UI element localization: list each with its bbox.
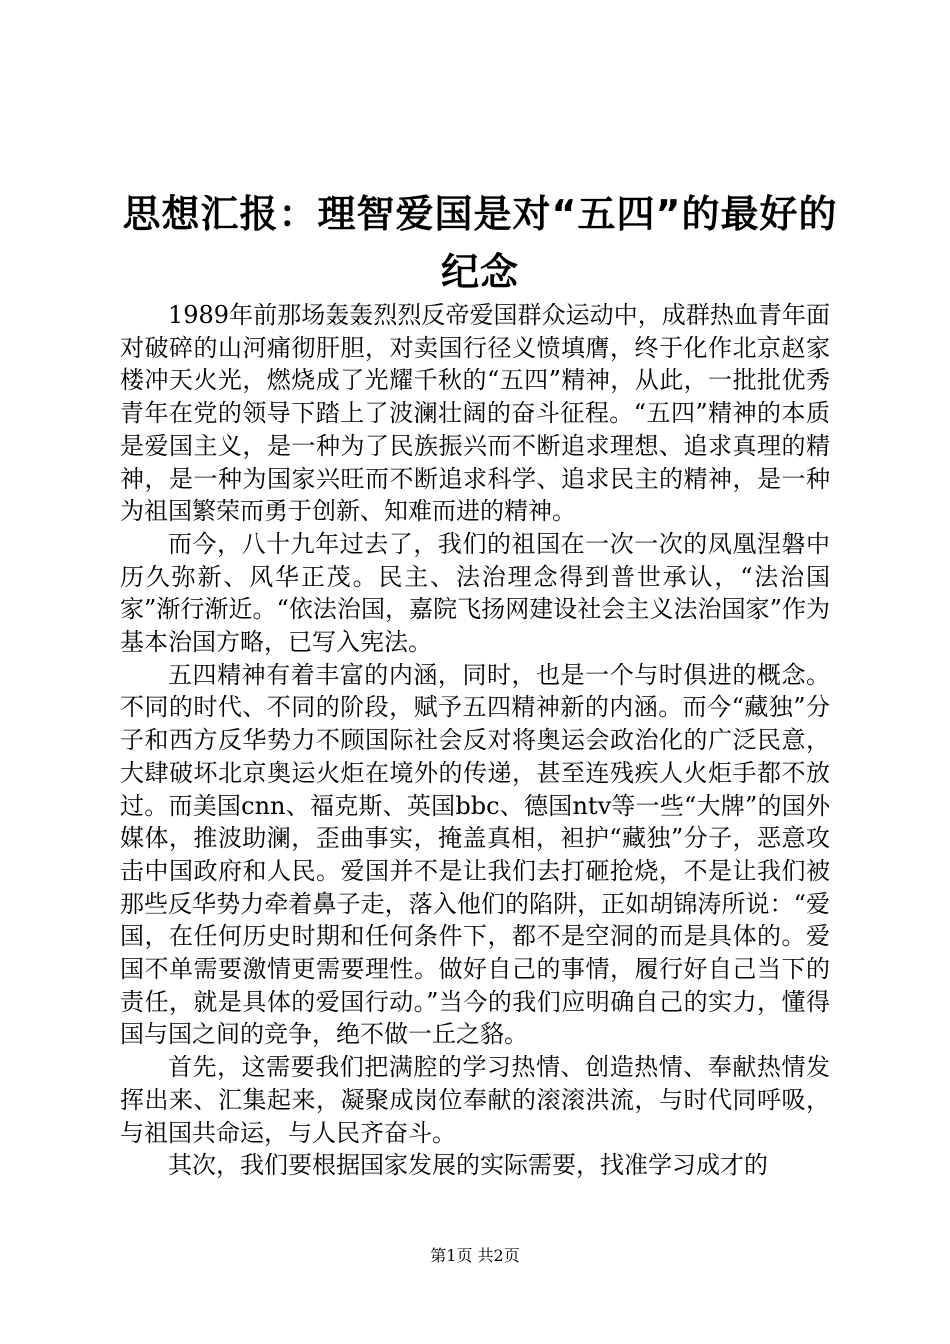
paragraph: 而今，八十九年过去了，我们的祖国在一次一次的凤凰涅磐中历久弥新、风华正茂。民主、法治理念得到普世承认，“法治国家”渐行渐近。“依法治国，嘉院飞扬网建设社会主义法治国家”作为基本治国方略，已写入宪法。 bbox=[120, 529, 830, 657]
paragraph: 1989年前那场轰轰烈烈反帝爱国群众运动中，成群热血青年面对破碎的山河痛彻肝胆，对卖国行径义愤填膺，终于化作北京赵家楼冲天火光，燃烧成了光耀千秋的“五四”精神，从此，一批批优秀青年在党的领导下踏上了波澜壮阔的奋斗征程。“五四”精神的本质是爱国主义，是一种为了民族振兴而不断追求理想、追求真理的精神，是一种为国家兴旺而不断追求科学、追求民主的精神，是一种为祖国繁荣而勇于创新、知难而进的精神。 bbox=[120, 301, 830, 526]
paragraph: 首先，这需要我们把满腔的学习热情、创造热情、奉献热情发挥出来、汇集起来，凝聚成岗位奉献的滚滚洪流，与时代同呼吸，与祖国共命运，与人民齐奋斗。 bbox=[120, 1053, 830, 1147]
document-title: 思想汇报：理智爱国是对“五四”的最好的纪念 bbox=[122, 192, 838, 294]
document-body bbox=[120, 299, 830, 1182]
paragraph: 其次，我们要根据国家发展的实际需要，找准学习成才的 bbox=[168, 1151, 768, 1180]
page-footer: 第1页 共2页 bbox=[430, 1246, 520, 1265]
paragraph: 五四精神有着丰富的内涵，同时，也是一个与时俱进的概念。不同的时代、不同的阶段，赋予五四精神新的内涵。而今“藏独”分子和西方反华势力不顾国际社会反对将奥运会政治化的广泛民意，大肆破坏北京奥运火炬在境外的传递，甚至连残疾人火炬手都不放过。而美国cnn、福克斯、英国bbc、德国ntv等一些“大牌”的国外媒体，推波助澜，歪曲事实，掩盖真相，袒护“藏独”分子，恶意攻击中国政府和人民。爱国并不是让我们去打砸抢烧，不是让我们被那些反华势力牵着鼻子走，落入他们的陷阱，正如胡锦涛所说：“爱国，在任何历史时期和任何条件下，都不是空洞的而是具体的。爱国不单需要激情更需要理性。做好自己的事情，履行好自己当下的责任，就是具体的爱国行动。”当今的我们应明确自己的实力，懂得国与国之间的竞争，绝不做一丘之貉。 bbox=[120, 660, 830, 1049]
